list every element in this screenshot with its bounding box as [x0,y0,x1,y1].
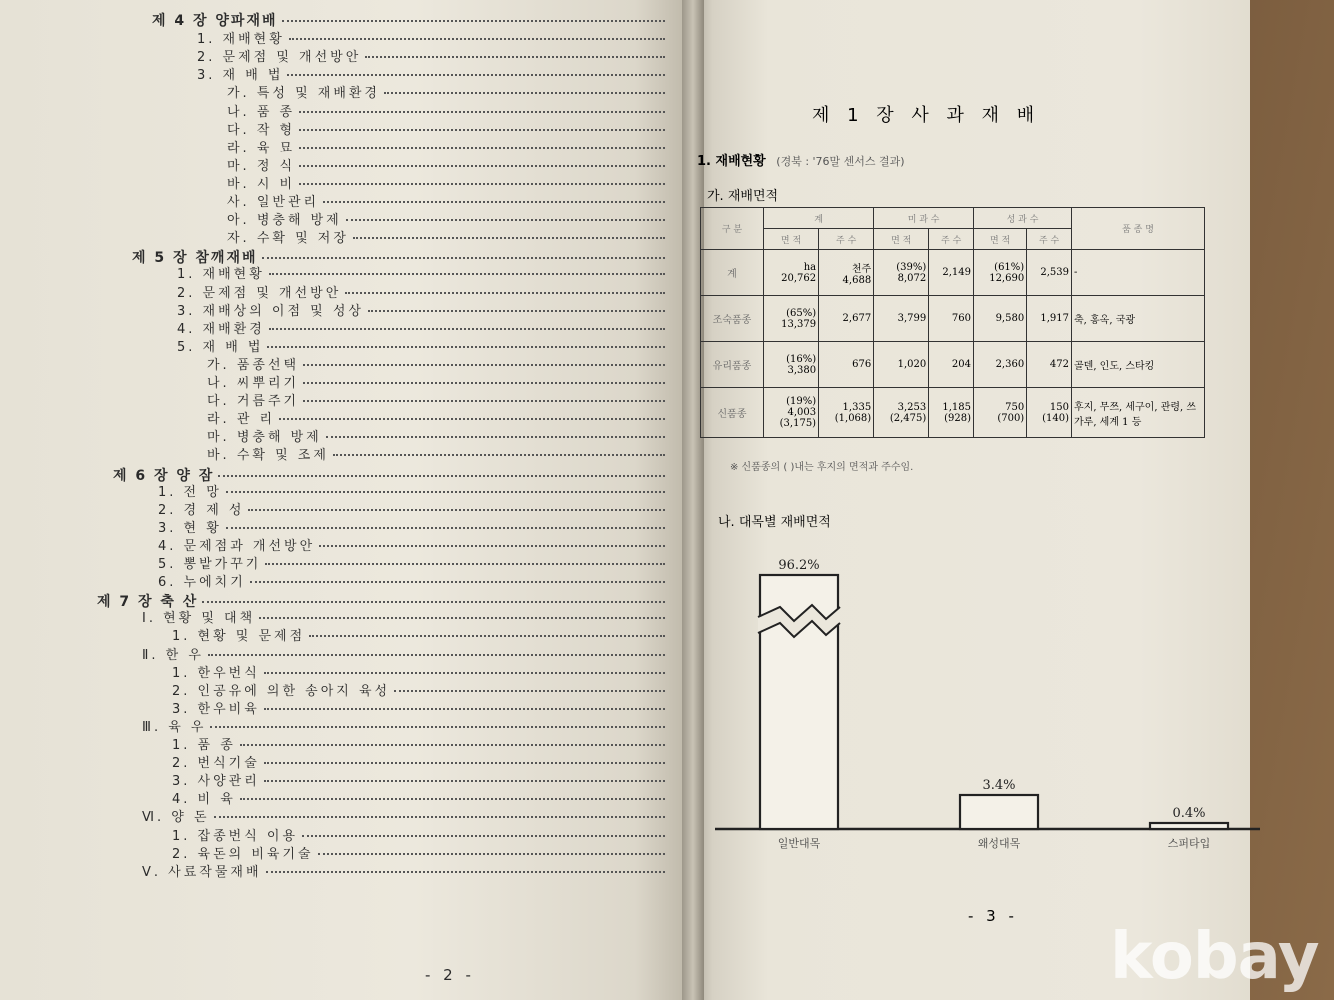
toc-entry [172,662,665,681]
toc-entry-text: 1. 재배현황 [197,32,285,48]
table-cell: (19%) 4,003 (3,175) [764,388,819,438]
toc-leader-dots [210,726,665,728]
toc-entry-text: 2. 육돈의 비육기술 [172,846,314,862]
toc-entry-text: 3. 사양관리 [172,774,260,790]
row-label: 계 [701,250,764,296]
table-cell: 1,335 (1,068) [819,388,874,438]
toc-entry-text: 제 5 장 참깨재배 [132,250,258,267]
table-cell: 1,020 [874,342,929,388]
toc-entry [207,408,665,427]
section-title-text: 1. 재배현황 [697,154,766,169]
toc-entry [172,698,665,717]
toc-leader-dots [269,273,665,275]
toc-entry [172,752,665,771]
toc-entry-text: 2. 번식기술 [172,756,260,772]
toc-entry [227,101,665,120]
toc-leader-dots [265,563,665,565]
toc-entry [158,553,665,572]
toc-leader-dots [299,147,665,149]
toc-leader-dots [264,762,665,764]
table-cell: 204 [929,342,974,388]
bar-category-label: 스퍼타입 [1167,837,1211,850]
toc-entry-text: 사. 일반관리 [227,195,320,210]
table-cell: ha 20,762 [764,250,819,296]
variety-cell: 골덴, 인도, 스타킹 [1072,342,1205,388]
toc-entry-text: 1. 품 종 [172,738,236,753]
toc-leader-dots [345,292,665,294]
toc-entry-text: 제 4 장 양파재배 [152,13,278,29]
table-cell: 천주 4,688 [819,250,874,296]
table-cell: 150 (140) [1027,388,1072,438]
bar-value-label: 3.4% [982,778,1016,793]
toc-entry [197,28,665,47]
toc-leader-dots [259,617,665,619]
table-cell: 3,253 (2,475) [874,388,929,438]
toc-entry [158,499,665,518]
toc-leader-dots [279,418,665,420]
toc-entry-text: 가. 특성 및 재배환경 [227,86,380,102]
toc-leader-dots [299,183,665,185]
toc-leader-dots [262,257,665,259]
variety-cell: 축, 홍옥, 국광 [1072,296,1205,342]
toc-entry-text: 다. 작 형 [227,122,296,138]
chapter-title: 제 1 장 사 과 재 배 [812,105,1041,126]
toc-entry [158,535,665,554]
variety-cell: 후지, 무쯔, 세구이, 관령, 쓰가루, 세계 1 등 [1072,388,1205,438]
row-label: 신품종 [701,388,764,438]
toc-entry [158,481,665,500]
subsection-b-title: 나. 대목별 재배면적 [718,515,831,530]
toc-entry [207,372,665,391]
toc-entry [177,300,665,319]
table-header: 성 과 수 [974,208,1072,229]
toc-entry-text: 나. 품 종 [227,104,296,120]
toc-entry-text: 3. 현 황 [158,520,222,536]
toc-entry-text: 2. 문제점 및 개선방안 [197,50,362,66]
table-header: 미 과 수 [874,208,974,229]
table-cell: (16%) 3,380 [764,342,819,388]
toc-entry-text: 자. 수확 및 저장 [227,231,349,247]
table-row [701,342,1205,388]
watermark-logo: kobay [1110,920,1319,994]
toc-leader-dots [226,527,665,529]
table-cell: (65%) 13,379 [764,296,819,342]
toc-entry-text: 바. 시 비 [227,176,296,192]
table-subheader: 면 적 [874,229,929,250]
toc-entry [158,571,665,590]
toc-entry [227,137,665,156]
toc-entry [142,861,665,880]
row-label: 조숙품종 [701,296,764,342]
toc-leader-dots [202,601,665,603]
toc-entry [227,173,665,192]
toc-leader-dots [299,111,665,113]
toc-entry-text: 마. 병충해 방제 [207,430,322,446]
bar-1 [960,795,1038,829]
bar-value-label: 96.2% [778,558,820,573]
table-row [701,250,1205,296]
table-row [701,388,1205,438]
toc-entry [172,625,665,644]
toc-entry-text: 바. 수확 및 조제 [207,448,329,464]
toc-entry-text: 다. 거름주기 [207,394,300,410]
table-cell: 2,677 [819,296,874,342]
table-subheader: 면 적 [764,229,819,250]
toc-leader-dots [269,328,665,330]
bar-value-label: 0.4% [1172,806,1206,821]
toc-entry [227,191,665,210]
toc-entry-text: 4. 비 육 [172,792,236,808]
toc-entry-text: 6. 누에치기 [158,575,246,591]
toc-entry [152,10,665,30]
table-cell: 1,917 [1027,296,1072,342]
toc-leader-dots [214,816,665,818]
toc-leader-dots [299,129,665,131]
subsection-a-title: 가. 재배면적 [707,189,779,204]
left-page-number: - 2 - [425,966,475,984]
toc-entry-text: 5. 재 배 법 [177,339,264,355]
table-subheader: 주 수 [819,229,874,250]
toc-entry [197,46,665,65]
table-cell: (39%) 8,072 [874,250,929,296]
table-subheader: 주 수 [929,229,974,250]
toc-entry [207,390,665,409]
toc-leader-dots [303,382,665,384]
toc-leader-dots [226,491,665,493]
toc-entry-text: Ⅰ. 현황 및 대책 [142,611,256,627]
toc-leader-dots [365,56,665,58]
toc-entry [177,336,665,355]
toc-entry-text: 5. 뽕밭가꾸기 [158,557,262,572]
toc-entry [172,843,665,862]
toc-entry-text: 3. 재 배 법 [197,68,284,84]
table-cell: 472 [1027,342,1072,388]
bar-2 [1150,823,1228,829]
toc-leader-dots [250,581,665,583]
toc-entry [142,716,665,735]
toc-leader-dots [394,690,665,692]
toc-leader-dots [346,219,665,221]
toc-entry-text: Ⅴ. 사료작물재배 [142,864,262,880]
toc-entry [172,788,665,807]
toc-entry-text: 2. 인공유에 의한 송아지 육성 [172,683,391,699]
row-label: 유리품종 [701,342,764,388]
table-cell: 1,185 (928) [929,388,974,438]
rootstock-bar-chart [705,545,1265,855]
toc-entry-text: 3. 한우비육 [172,701,260,717]
table-header: 계 [764,208,874,229]
toc-leader-dots [384,92,665,94]
variety-cell: - [1072,250,1205,296]
toc-leader-dots [267,346,665,348]
table-cell: 2,149 [929,250,974,296]
toc-entry [177,263,665,282]
toc-entry [227,119,665,138]
toc-leader-dots [323,201,665,203]
toc-leader-dots [264,780,665,782]
toc-entry-text: 라. 관 리 [207,412,276,428]
table-cell: 3,799 [874,296,929,342]
toc-entry-text: 아. 병충해 방제 [227,213,342,229]
toc-entry-text: 제 7 장 축 산 [97,594,199,611]
toc-entry [177,318,665,337]
table-cell: 760 [929,296,974,342]
toc-entry [227,82,665,101]
toc-leader-dots [264,708,665,710]
bar-category-label: 왜성대목 [977,837,1021,850]
toc-leader-dots [302,835,665,837]
toc-entry [172,770,665,789]
toc-entry-text: 나. 씨뿌리기 [207,376,300,391]
toc-leader-dots [266,871,665,873]
toc-entry-text: 2. 문제점 및 개선방안 [177,285,342,301]
toc-entry [158,517,665,536]
toc-entry [227,227,665,246]
toc-entry-text: 마. 정 식 [227,158,296,174]
table-row [701,296,1205,342]
table-cell: 676 [819,342,874,388]
toc-entry-text: 제 6 장 양 잠 [113,467,215,484]
toc-leader-dots [319,545,665,547]
toc-entry [227,209,665,228]
right-page-number: - 3 - [968,907,1018,925]
toc-entry [172,825,665,844]
toc-entry [172,734,665,753]
toc-leader-dots [333,454,665,456]
toc-entry [197,64,665,83]
toc-entry [177,282,665,301]
toc-entry-text: 1. 잡종번식 이용 [172,828,299,844]
toc-leader-dots [303,364,665,366]
toc-entry-text: Ⅱ. 한 우 [142,647,204,663]
toc-leader-dots [309,635,665,637]
toc-leader-dots [240,744,665,746]
table-cell: (61%) 12,690 [974,250,1027,296]
table-subheader: 주 수 [1027,229,1072,250]
toc-entry [142,607,665,626]
toc-leader-dots [208,654,665,656]
toc-entry-text: 1. 재배현황 [177,267,265,283]
toc-entry [227,155,665,174]
toc-leader-dots [282,20,665,22]
toc-entry [207,444,665,463]
toc-entry [207,426,665,445]
toc-leader-dots [264,672,665,674]
table-body [701,250,1205,438]
toc-entry [207,354,665,373]
toc-entry [142,806,665,825]
toc-entry-text: 라. 육 묘 [227,140,296,156]
toc-leader-dots [368,310,665,312]
toc-entry-text: 1. 현황 및 문제점 [172,629,306,645]
table-cell: 2,539 [1027,250,1072,296]
table-header: 품 종 명 [1072,208,1205,250]
toc-leader-dots [303,400,665,402]
toc-leader-dots [240,798,665,800]
bar-category-label: 일반대목 [777,837,821,850]
toc-entry-text: Ⅵ. 양 돈 [142,810,210,826]
toc-leader-dots [353,237,665,239]
toc-leader-dots [289,38,665,40]
toc-leader-dots [287,74,665,76]
toc-entry-text: Ⅲ. 육 우 [142,719,207,735]
toc-leader-dots [318,853,665,855]
toc-entry-text: 1. 한우번식 [172,665,260,681]
table-cell: 750 (700) [974,388,1027,438]
toc-entry [172,680,665,699]
toc-entry-text: 2. 경 제 성 [158,502,245,518]
table-cell: 2,360 [974,342,1027,388]
toc-entry-text: 4. 문제점과 개선방안 [158,538,316,554]
toc-entry-text: 3. 재배상의 이점 및 성상 [177,303,364,319]
table-note: ※ 신품종의 ( )내는 후지의 면적과 주수임. [730,462,914,473]
section-title [697,150,905,169]
toc-entry-text: 가. 품종선택 [207,357,300,373]
toc-leader-dots [326,436,665,438]
cultivation-area-table [700,207,1205,438]
table-cell: 9,580 [974,296,1027,342]
toc-entry-text: 1. 전 망 [158,484,222,500]
toc-leader-dots [218,475,665,477]
toc-leader-dots [248,509,665,511]
toc-entry-text: 4. 재배환경 [177,321,265,337]
table-subheader: 면 적 [974,229,1027,250]
toc-entry [142,644,665,663]
section-note: (경북 : '76말 센서스 결과) [776,155,905,168]
table-header: 구 분 [701,208,764,250]
toc-leader-dots [299,165,665,167]
